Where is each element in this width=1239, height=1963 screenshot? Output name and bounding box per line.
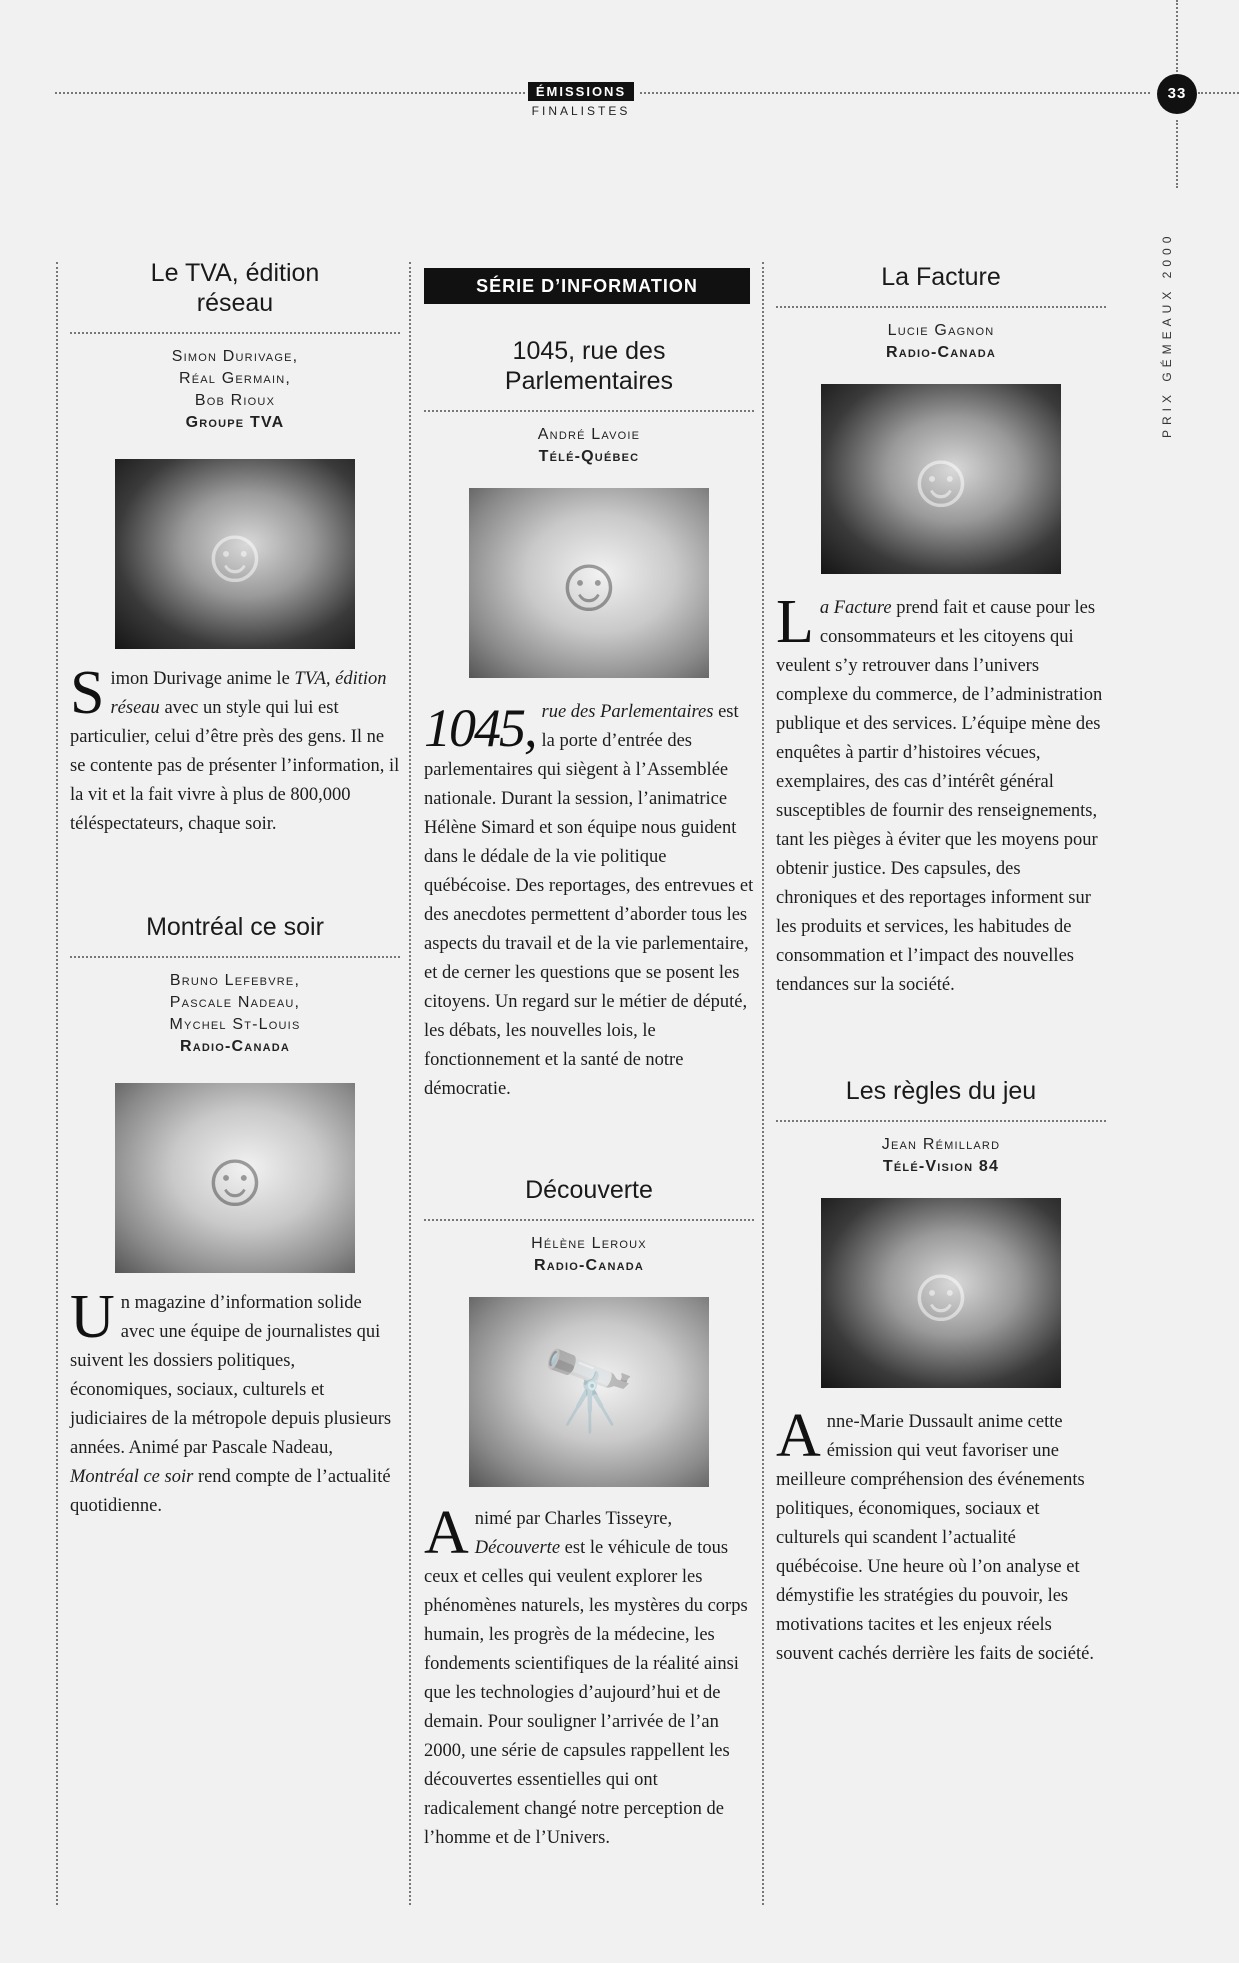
body-italic: TVA, édition réseau — [110, 669, 387, 718]
column-rule-1 — [56, 262, 58, 1905]
column-rule-3 — [762, 262, 764, 1905]
article-la-facture — [776, 262, 1106, 1000]
body-text: nne-Marie Dussault anime cette émission qui veut favoriser une meilleure compréhension des événements politiques, économiques, sociaux et culturels qui scandent l’actualité québécoise. Une heure où l’on analyse et démystifie les stratégies du pouvoir, les motivations tacites et les enjeux réels souvent cachés derrière les faits de société. — [776, 1412, 1094, 1664]
article-body — [70, 1283, 400, 1521]
article-credits — [70, 970, 400, 1058]
body-text: rend compte de l’actualité quotidienne. — [70, 1467, 391, 1516]
section-banner: SÉRIE D’INFORMATION — [424, 268, 750, 304]
article-body — [424, 1499, 754, 1853]
portrait-icon: ☺ — [195, 509, 275, 598]
header-rule-far-right — [1198, 92, 1239, 94]
telescope-icon: 🔭 — [540, 1347, 638, 1435]
network-name: Télé-Québec — [538, 448, 640, 465]
drop-cap: U — [70, 1283, 115, 1351]
portrait-icon: ☺ — [549, 538, 629, 627]
network-name: Radio-Canada — [179, 1038, 291, 1055]
drop-cap: A — [424, 1499, 469, 1567]
article-title: 1045, rue des Parlementaires — [504, 337, 674, 395]
credit-name: Hélène Leroux — [531, 1235, 647, 1252]
body-text: imon Durivage anime le — [110, 669, 295, 689]
article-les-regles-du-jeu — [776, 1076, 1106, 1669]
header-rule-right — [640, 92, 1150, 94]
body-italic: a Facture — [819, 598, 892, 618]
article-credits — [424, 424, 754, 468]
article-credits — [776, 320, 1106, 364]
big-number: 1045, — [424, 698, 536, 758]
body-text: prend fait et cause pour les consommateurs et les citoyens qui veulent s’y retrouver dans l’univers complexe du commerce, de l’administration publique et des services. L’équipe mène des enquêtes à partir d’histoires vécues, exemplaires, des cas d’intérêt général susceptibles de fournir des renseignements, tant les pièges à éviter que les moyens pour obtenir justice. Des capsules, des chroniques et des reportages informent sur les produits et services, les habitudes de consommation et l’impact des nouvelles tendances sur la société. — [776, 598, 1103, 995]
section-subtitle: FINALISTES — [531, 104, 631, 118]
article-title: Montréal ce soir — [146, 913, 324, 941]
portrait-icon: ☺ — [901, 434, 981, 523]
credit-name: Bob Rioux — [194, 392, 276, 409]
portrait-icon: ☺ — [901, 1248, 981, 1337]
article-body — [776, 588, 1106, 1000]
column-rule-2 — [409, 262, 411, 1905]
drop-cap: A — [776, 1402, 821, 1470]
photo-helene-simard — [469, 488, 709, 678]
network-name: Radio-Canada — [885, 344, 997, 361]
title-rule — [424, 1219, 754, 1221]
side-rule-top — [1176, 0, 1178, 72]
article-body — [424, 698, 754, 1104]
article-credits — [776, 1134, 1106, 1178]
photo-charles-tisseyre — [469, 1297, 709, 1487]
portrait-icon: ☺ — [195, 1133, 275, 1222]
header-rule-left — [55, 92, 525, 94]
body-italic: Montréal ce soir — [70, 1467, 194, 1487]
side-rule — [1176, 120, 1178, 188]
body-text: avec un style qui lui est particulier, celui d’être près des gens. Il ne se contente pas de présenter l’information, il la vit et la fait vivre à plus de 800,000 téléspectateurs, chaque soir. — [70, 698, 400, 834]
title-rule — [70, 956, 400, 958]
article-title: La Facture — [881, 263, 1001, 291]
body-text: nimé par Charles Tisseyre, — [474, 1509, 673, 1529]
network-name: Groupe TVA — [185, 414, 285, 431]
article-decouverte — [424, 1175, 754, 1853]
photo-la-facture-host — [821, 384, 1061, 574]
article-le-tva — [70, 258, 400, 839]
network-name: Télé-Vision 84 — [882, 1158, 1000, 1175]
article-montreal-ce-soir — [70, 912, 400, 1521]
photo-pascale-nadeau — [115, 1083, 355, 1273]
title-rule — [776, 1120, 1106, 1122]
article-title: Découverte — [525, 1176, 653, 1204]
article-title: Le TVA, édition réseau — [150, 259, 320, 317]
photo-anne-marie-dussault — [821, 1198, 1061, 1388]
section-tag: ÉMISSIONS — [528, 82, 634, 101]
article-credits — [70, 346, 400, 434]
credit-name: Simon Durivage, — [171, 348, 299, 365]
body-text: est le véhicule de tous ceux et celles qui veulent explorer les phénomènes naturels, les mystères du corps humain, les progrès de la médecine, les fondements scientifiques de la réalité ainsi que les technologies d’aujourd’hui et de demain. Pour souligner l’arrivée de l’an 2000, une série de capsules rappellent les découvertes essentielles qui ont radicalement changé notre perception de l’homme et de l’Univers. — [424, 1538, 748, 1848]
body-italic: Découverte — [474, 1538, 561, 1558]
article-credits — [424, 1233, 754, 1277]
article-body — [776, 1402, 1106, 1669]
credit-name: Lucie Gagnon — [887, 322, 995, 339]
body-text: n magazine d’information solide avec une équipe de journalistes qui suivent les dossiers politiques, économiques, sociaux, culturels et judiciaires de la métropole depuis plusieurs années. Animé par Pascale Nadeau, — [70, 1293, 392, 1458]
credit-name: Jean Rémillard — [881, 1136, 1001, 1153]
credit-name: Pascale Nadeau, — [169, 994, 301, 1011]
drop-cap: S — [70, 659, 105, 727]
article-body — [70, 659, 400, 839]
credit-name: Réal Germain, — [178, 370, 292, 387]
page-number: 33 — [1157, 74, 1197, 114]
body-text: est la porte d’entrée des parlementaires qui siègent à l’Assemblée nationale. Durant la session, l’animatrice Hélène Simard et son équipe nous guident dans le dédale de la vie politique québécoise. Des reportages, des entrevues et des anecdotes permettent d’aborder tous les aspects du travail et de la vie parlementaire, et de cerner les questions que se posent les citoyens. Un regard sur le métier de député, les débats, les nouvelles lois, le fonctionnement et la santé de notre démocratie. — [424, 702, 754, 1099]
body-italic: rue des Parlementaires — [541, 702, 714, 722]
credit-name: Bruno Lefebvre, — [169, 972, 301, 989]
article-1045-parlementaires — [424, 336, 754, 1104]
article-title: Les règles du jeu — [845, 1077, 1037, 1105]
credit-name: André Lavoie — [537, 426, 641, 443]
title-rule — [776, 306, 1106, 308]
drop-cap: L — [776, 588, 814, 656]
credit-name: Mychel St-Louis — [169, 1016, 301, 1033]
network-name: Radio-Canada — [533, 1257, 645, 1274]
title-rule — [424, 410, 754, 412]
photo-simon-durivage — [115, 459, 355, 649]
side-running-title: PRIX GÉMEAUX 2000 — [1160, 231, 1174, 438]
title-rule — [70, 332, 400, 334]
